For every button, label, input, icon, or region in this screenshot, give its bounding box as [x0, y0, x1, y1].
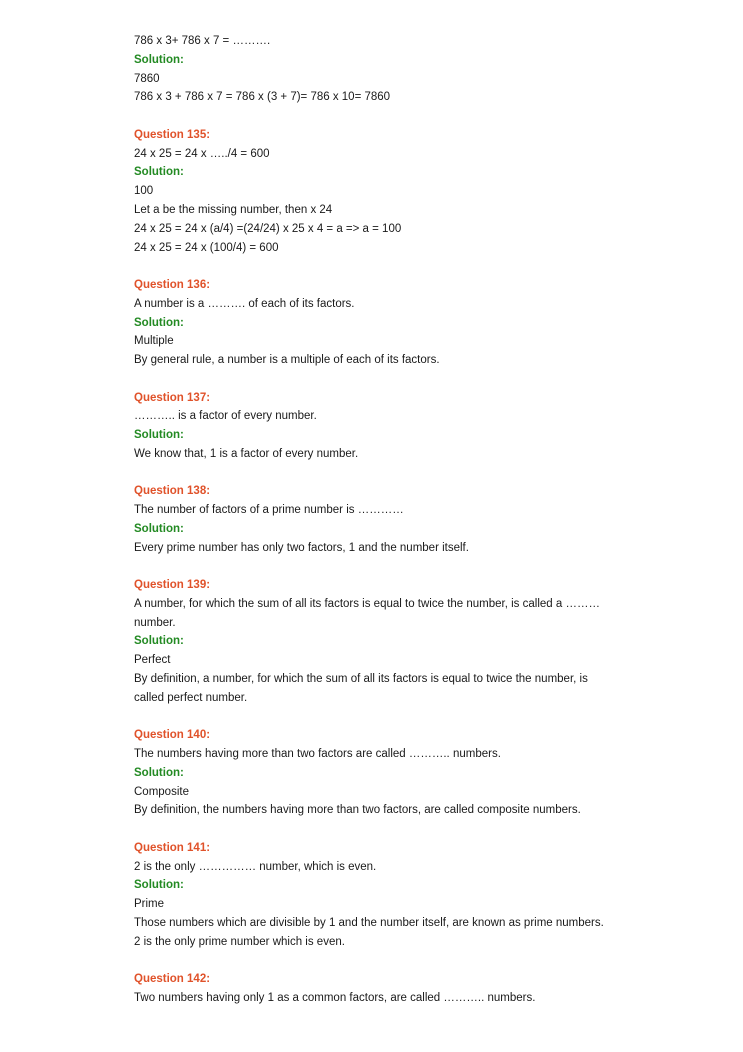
solution-heading: Solution: [134, 635, 184, 648]
solution-text: By general rule, a number is a multiple of each of its factors. [134, 354, 440, 367]
document-page [134, 32, 614, 1026]
question-text: 2 is the only …………… number, which is even. [134, 860, 377, 873]
solution-text: 24 x 25 = 24 x (100/4) = 600 [134, 241, 279, 254]
solution-text: By definition, the numbers having more than two factors, are called composite numbers. [134, 804, 581, 817]
solution-text: Multiple [134, 335, 174, 348]
solution-heading: Solution: [134, 522, 184, 535]
solution-heading: Solution: [134, 316, 184, 329]
solution-heading: Solution: [134, 879, 184, 892]
question-text: ……….. is a factor of every number. [134, 410, 317, 423]
qa-block [134, 839, 614, 952]
question-heading: Question 139: [134, 579, 211, 592]
question-heading: Question 141: [134, 841, 211, 854]
solution-text: Those numbers which are divisible by 1 and the number itself, are known as prime numbers. [134, 917, 604, 930]
question-text: The numbers having more than two factors are called ……….. numbers. [134, 748, 501, 761]
solution-text: By definition, a number, for which the sum of all its factors is equal to twice the number, is [134, 673, 588, 686]
solution-text: Composite [134, 785, 189, 798]
solution-heading: Solution: [134, 53, 184, 66]
qa-block [134, 726, 614, 820]
question-heading: Question 136: [134, 278, 211, 291]
question-text: A number is a ………. of each of its factors. [134, 297, 355, 310]
solution-text: Let a be the missing number, then x 24 [134, 203, 333, 216]
question-heading: Question 140: [134, 729, 211, 742]
question-text: The number of factors of a prime number is ………… [134, 504, 404, 517]
solution-heading: Solution: [134, 766, 184, 779]
solution-text: Every prime number has only two factors, 1 and the number itself. [134, 541, 469, 554]
solution-text: 100 [134, 185, 154, 198]
solution-text: called perfect number. [134, 691, 248, 704]
solution-text: 786 x 3 + 786 x 7 = 786 x (3 + 7)= 786 x 10= 7860 [134, 91, 391, 104]
solution-text: We know that, 1 is a factor of every number. [134, 447, 359, 460]
question-text: Two numbers having only 1 as a common factors, are called ……….. numbers. [134, 992, 536, 1005]
question-heading: Question 137: [134, 391, 211, 404]
qa-block [134, 276, 614, 370]
qa-block [134, 482, 614, 557]
qa-block [134, 970, 614, 1008]
qa-block [134, 389, 614, 464]
question-text: number. [134, 616, 176, 629]
question-heading: Question 135: [134, 128, 211, 141]
question-heading: Question 142: [134, 973, 211, 986]
solution-heading: Solution: [134, 429, 184, 442]
question-text: A number, for which the sum of all its factors is equal to twice the number, is called a ……… [134, 597, 600, 610]
question-text: 786 x 3+ 786 x 7 = ………. [134, 35, 271, 47]
qa-block [134, 32, 614, 107]
solution-heading: Solution: [134, 166, 184, 179]
question-heading: Question 138: [134, 485, 211, 498]
solution-text: 24 x 25 = 24 x (a/4) =(24/24) x 25 x 4 = a => a = 100 [134, 222, 402, 235]
qa-block [134, 576, 614, 708]
question-text: 24 x 25 = 24 x …../4 = 600 [134, 147, 270, 160]
solution-text: Perfect [134, 654, 171, 667]
solution-text: 7860 [134, 72, 160, 85]
solution-text: 2 is the only prime number which is even. [134, 935, 345, 948]
solution-text: Prime [134, 898, 165, 911]
qa-block [134, 126, 614, 258]
